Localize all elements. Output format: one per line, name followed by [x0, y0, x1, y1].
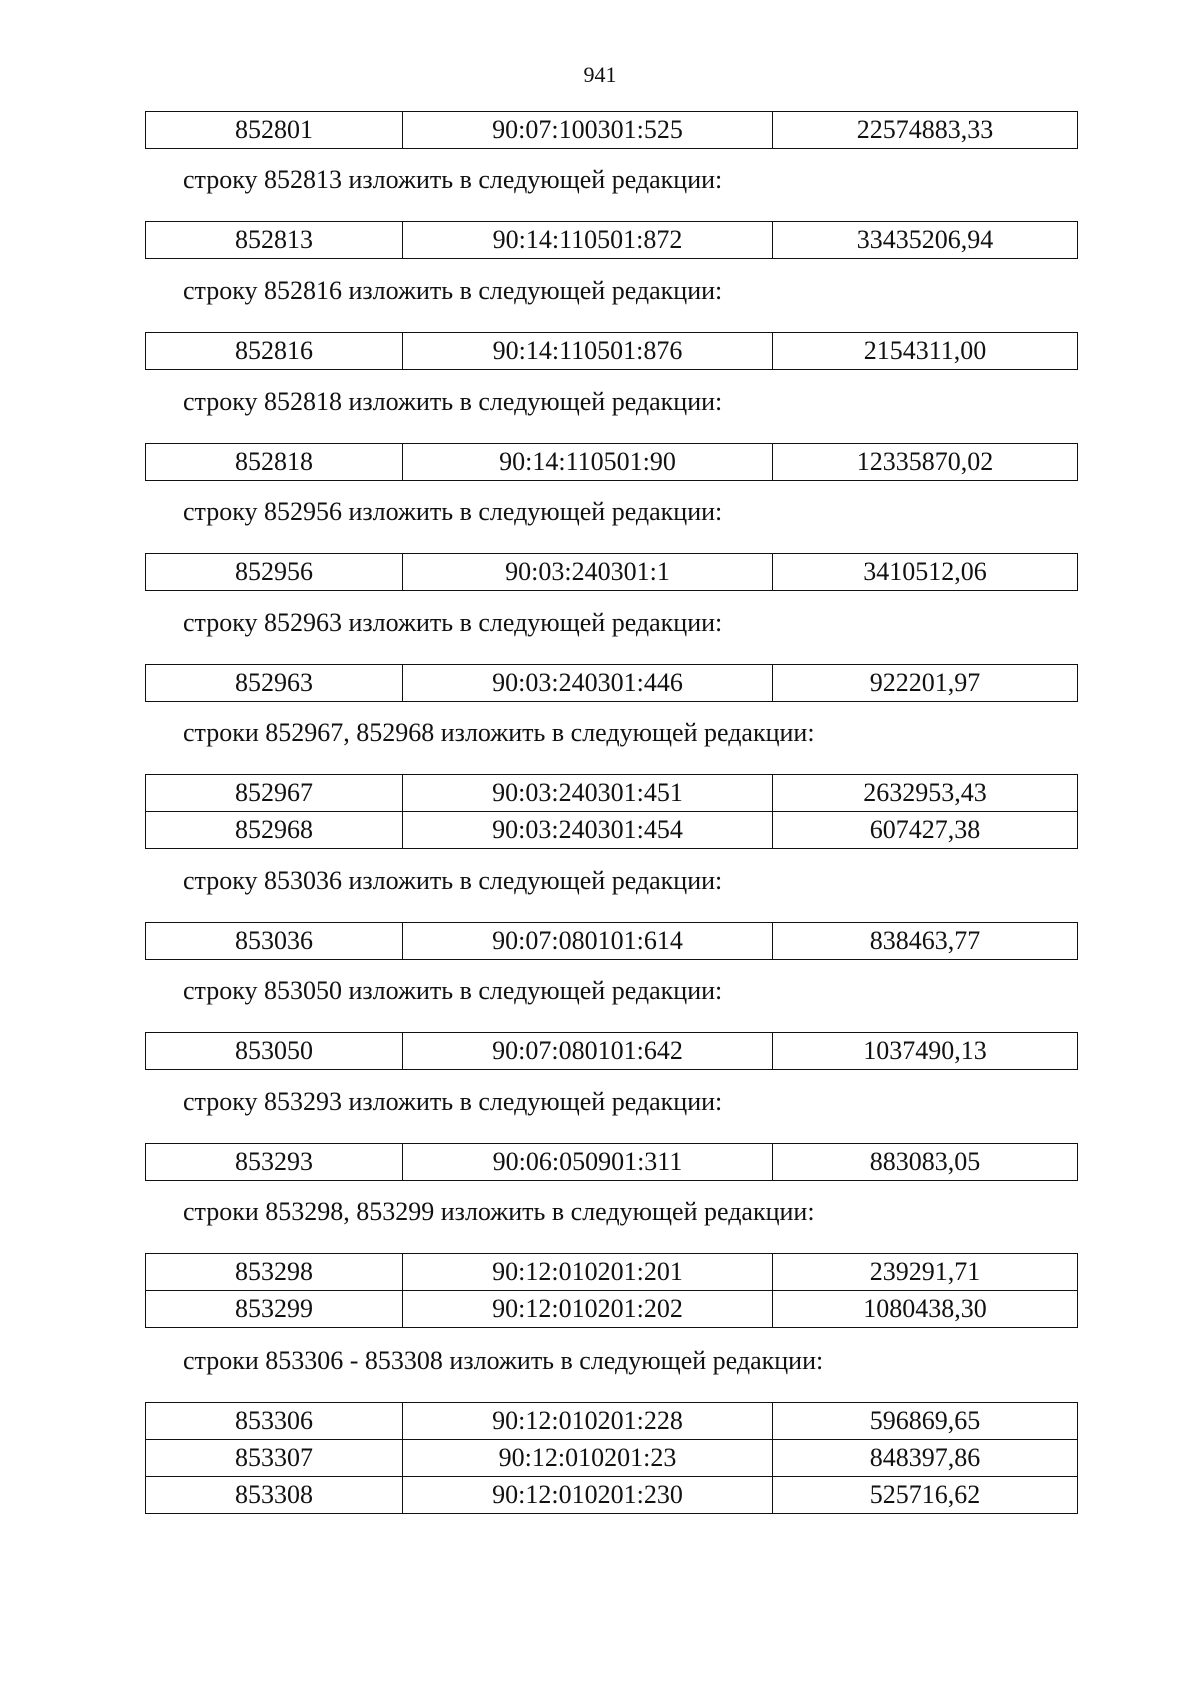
row-number-cell: 853050 — [146, 1033, 403, 1070]
registry-table — [145, 332, 1078, 370]
edit-instruction: строку 852818 изложить в следующей редакции: — [183, 387, 723, 416]
table-row — [146, 1477, 1078, 1514]
registry-table — [145, 443, 1078, 481]
row-number-cell: 853299 — [146, 1291, 403, 1328]
cadastral-value-cell: 33435206,94 — [773, 222, 1078, 259]
cadastral-number-cell: 90:07:080101:642 — [403, 1033, 773, 1070]
edit-instruction: строку 852816 изложить в следующей редакции: — [183, 276, 723, 305]
cadastral-number-cell: 90:12:010201:228 — [403, 1403, 773, 1440]
registry-table — [145, 1143, 1078, 1181]
cadastral-value-cell: 1080438,30 — [773, 1291, 1078, 1328]
cadastral-value-cell: 838463,77 — [773, 923, 1078, 960]
row-number-cell: 852813 — [146, 222, 403, 259]
cadastral-value-cell: 2154311,00 — [773, 333, 1078, 370]
cadastral-value-cell: 22574883,33 — [773, 112, 1078, 149]
row-number-cell: 852967 — [146, 775, 403, 812]
table-row — [146, 1403, 1078, 1440]
cadastral-value-cell: 525716,62 — [773, 1477, 1078, 1514]
row-number-cell: 853306 — [146, 1403, 403, 1440]
cadastral-number-cell: 90:03:240301:454 — [403, 812, 773, 849]
row-number-cell: 852956 — [146, 554, 403, 591]
cadastral-number-cell: 90:03:240301:1 — [403, 554, 773, 591]
table-row — [146, 333, 1078, 370]
cadastral-number-cell: 90:07:080101:614 — [403, 923, 773, 960]
table-row — [146, 222, 1078, 259]
cadastral-number-cell: 90:06:050901:311 — [403, 1144, 773, 1181]
row-number-cell: 853298 — [146, 1254, 403, 1291]
edit-instruction: строку 852963 изложить в следующей редакции: — [183, 608, 723, 637]
cadastral-value-cell: 883083,05 — [773, 1144, 1078, 1181]
table-row — [146, 665, 1078, 702]
registry-table — [145, 1402, 1078, 1514]
registry-table — [145, 1032, 1078, 1070]
registry-table — [145, 1253, 1078, 1328]
edit-instruction: строку 853036 изложить в следующей редакции: — [183, 866, 723, 895]
cadastral-value-cell: 1037490,13 — [773, 1033, 1078, 1070]
table-row — [146, 1144, 1078, 1181]
table-row — [146, 1291, 1078, 1328]
cadastral-value-cell: 607427,38 — [773, 812, 1078, 849]
row-number-cell: 853036 — [146, 923, 403, 960]
row-number-cell: 852801 — [146, 112, 403, 149]
edit-instruction: строку 853293 изложить в следующей редакции: — [183, 1087, 723, 1116]
cadastral-value-cell: 596869,65 — [773, 1403, 1078, 1440]
cadastral-number-cell: 90:07:100301:525 — [403, 112, 773, 149]
cadastral-number-cell: 90:03:240301:446 — [403, 665, 773, 702]
cadastral-number-cell: 90:14:110501:872 — [403, 222, 773, 259]
row-number-cell: 853307 — [146, 1440, 403, 1477]
table-row — [146, 812, 1078, 849]
edit-instruction: строку 852813 изложить в следующей редакции: — [183, 165, 723, 194]
table-row — [146, 1033, 1078, 1070]
table-row — [146, 1254, 1078, 1291]
row-number-cell: 852816 — [146, 333, 403, 370]
cadastral-number-cell: 90:12:010201:201 — [403, 1254, 773, 1291]
cadastral-value-cell: 239291,71 — [773, 1254, 1078, 1291]
table-row — [146, 923, 1078, 960]
row-number-cell: 852818 — [146, 444, 403, 481]
table-row — [146, 444, 1078, 481]
cadastral-value-cell: 3410512,06 — [773, 554, 1078, 591]
edit-instruction: строку 853050 изложить в следующей редакции: — [183, 976, 723, 1005]
row-number-cell: 853293 — [146, 1144, 403, 1181]
edit-instruction: строку 852956 изложить в следующей редакции: — [183, 497, 723, 526]
cadastral-value-cell: 922201,97 — [773, 665, 1078, 702]
cadastral-number-cell: 90:12:010201:202 — [403, 1291, 773, 1328]
row-number-cell: 852963 — [146, 665, 403, 702]
table-row — [146, 775, 1078, 812]
cadastral-number-cell: 90:12:010201:23 — [403, 1440, 773, 1477]
registry-table — [145, 111, 1078, 149]
row-number-cell: 852968 — [146, 812, 403, 849]
cadastral-number-cell: 90:14:110501:876 — [403, 333, 773, 370]
registry-table — [145, 664, 1078, 702]
edit-instruction: строки 852967, 852968 изложить в следующей редакции: — [183, 718, 815, 747]
registry-table — [145, 221, 1078, 259]
cadastral-number-cell: 90:03:240301:451 — [403, 775, 773, 812]
cadastral-number-cell: 90:12:010201:230 — [403, 1477, 773, 1514]
edit-instruction: строки 853306 - 853308 изложить в следующей редакции: — [183, 1346, 824, 1375]
cadastral-value-cell: 848397,86 — [773, 1440, 1078, 1477]
page-number: 941 — [583, 62, 617, 87]
registry-table — [145, 553, 1078, 591]
table-row — [146, 1440, 1078, 1477]
edit-instruction: строки 853298, 853299 изложить в следующей редакции: — [183, 1197, 815, 1226]
cadastral-number-cell: 90:14:110501:90 — [403, 444, 773, 481]
row-number-cell: 853308 — [146, 1477, 403, 1514]
cadastral-value-cell: 12335870,02 — [773, 444, 1078, 481]
registry-table — [145, 774, 1078, 849]
table-row — [146, 112, 1078, 149]
table-row — [146, 554, 1078, 591]
registry-table — [145, 922, 1078, 960]
cadastral-value-cell: 2632953,43 — [773, 775, 1078, 812]
